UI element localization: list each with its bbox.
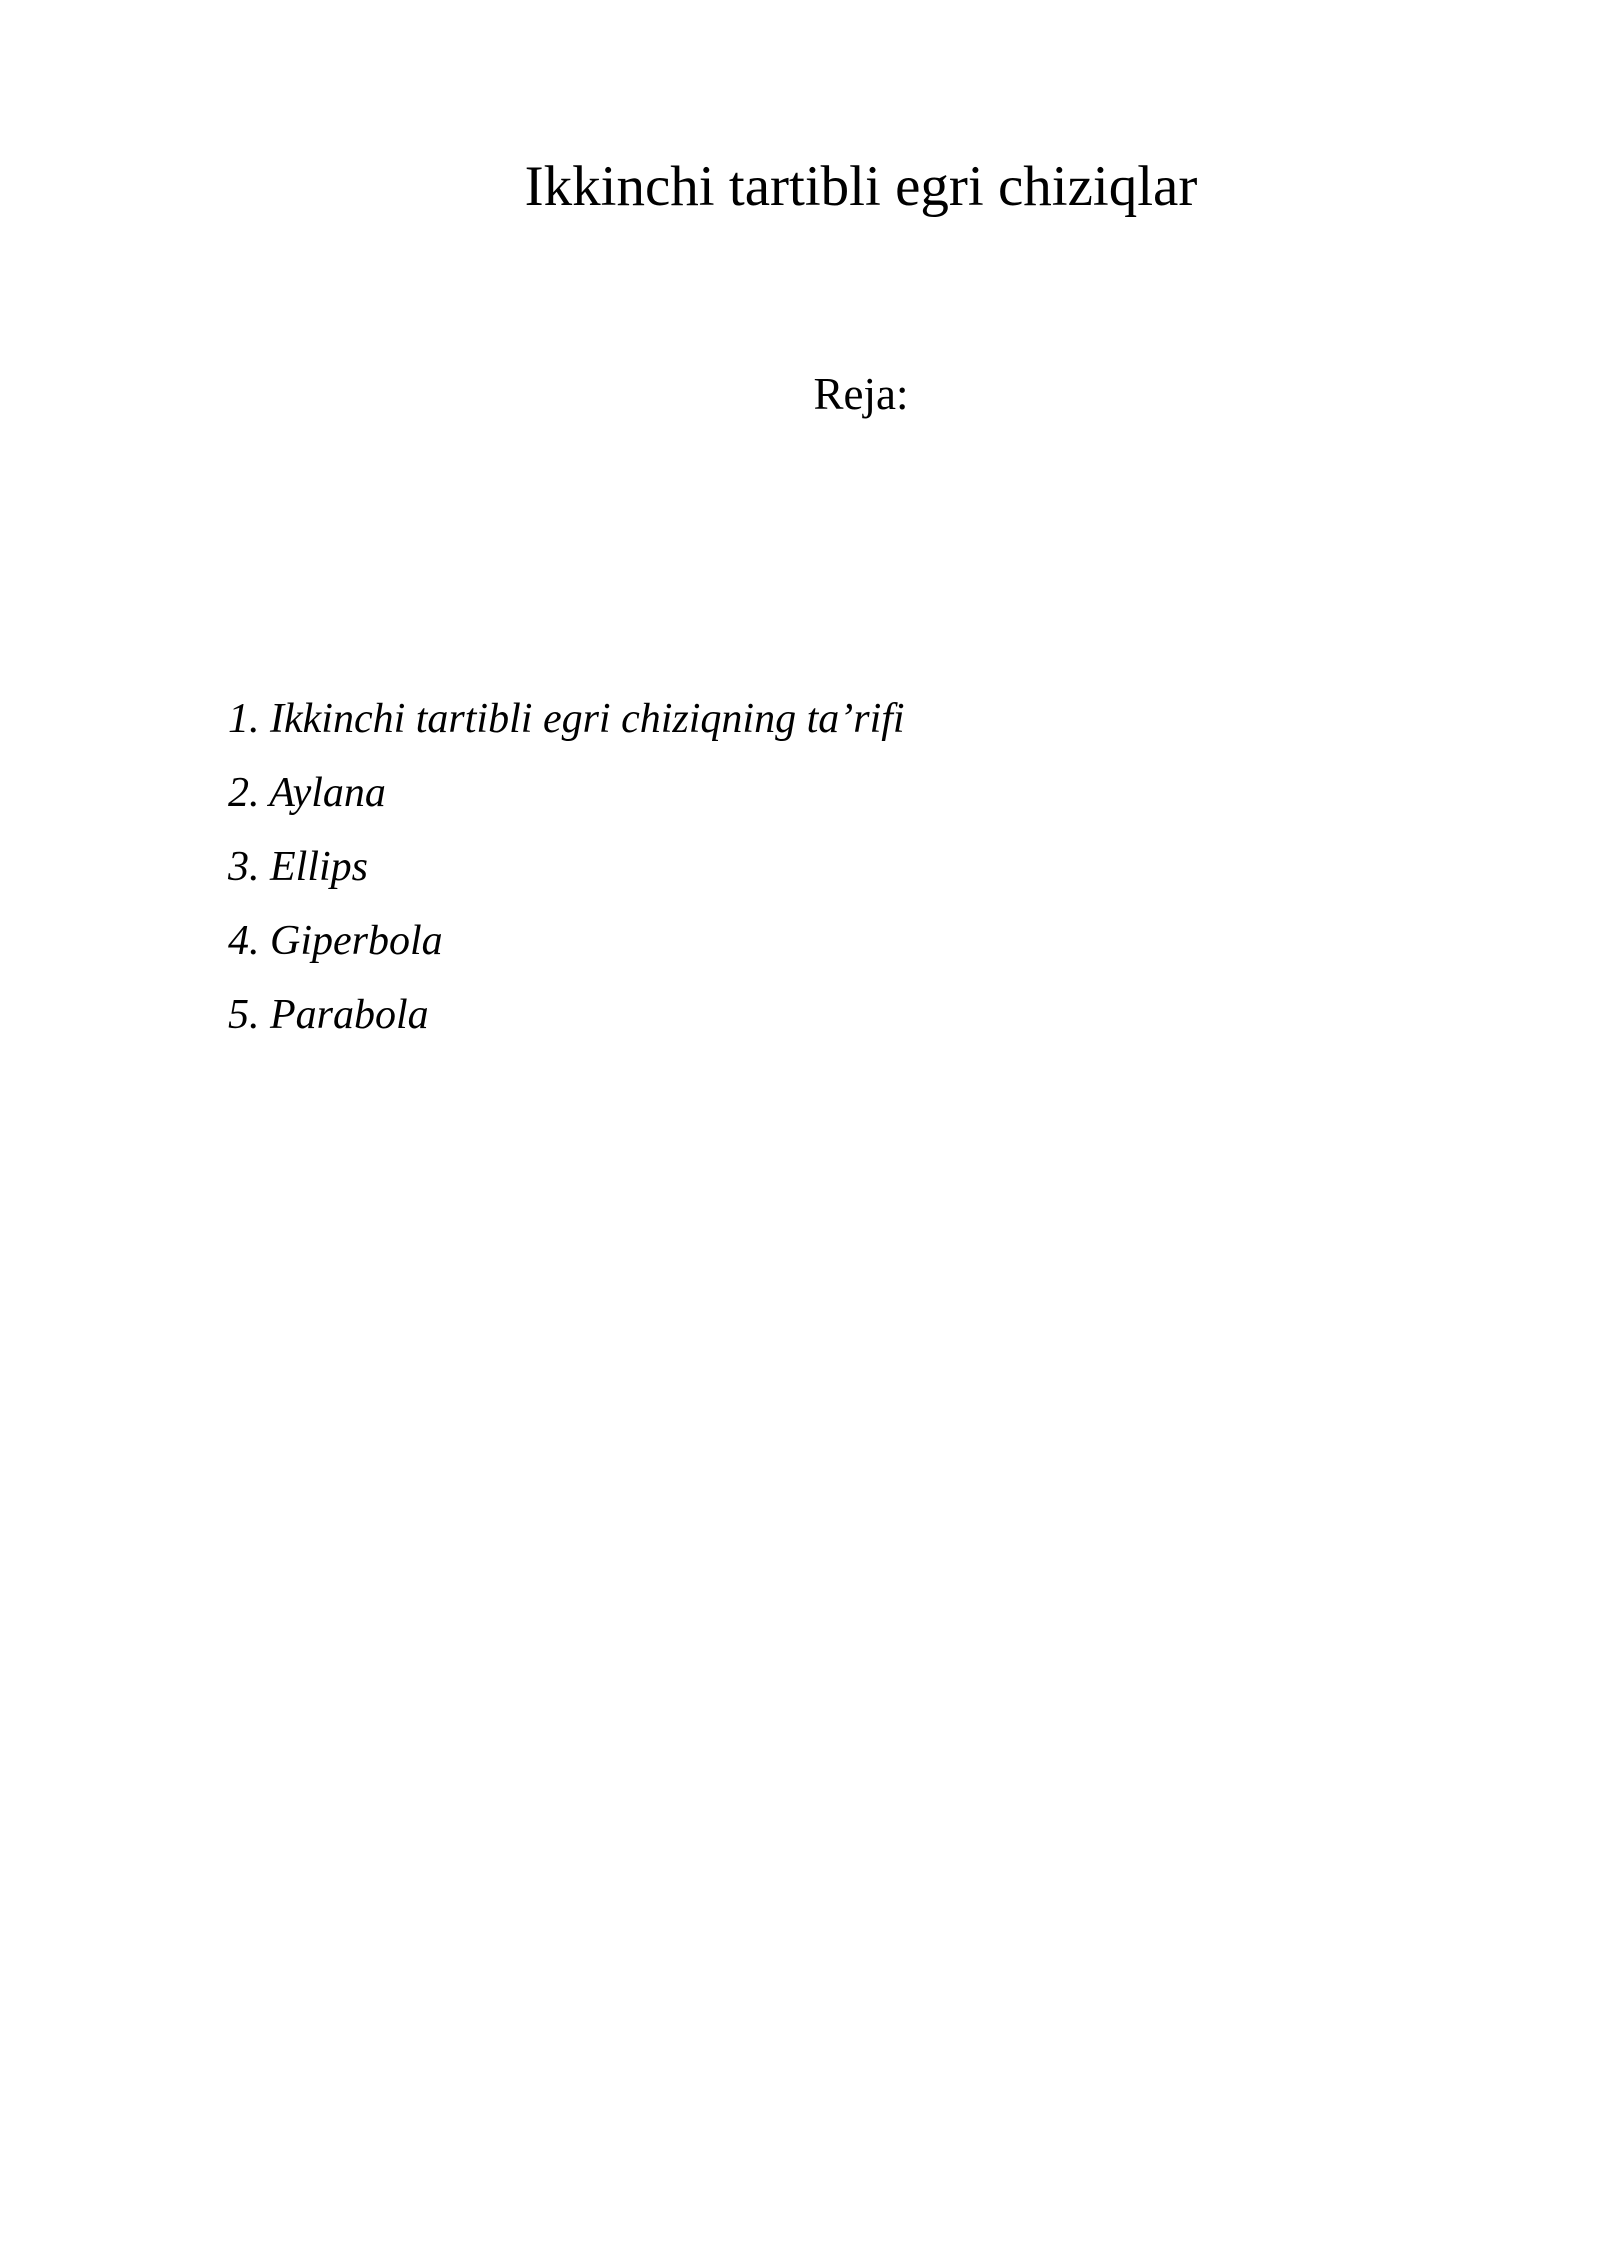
document-title: Ikkinchi tartibli egri chiziqlar [524,155,1198,218]
plan-item-circle: 2. Aylana [228,770,386,816]
plan-item-hyperbola: 4. Giperbola [228,918,443,964]
plan-heading: Reja: [813,369,909,419]
plan-list [228,694,905,1064]
plan-item-ellipse: 3. Ellips [228,844,369,890]
plan-item-definition: 1. Ikkinchi tartibli egri chiziqning ta’rifi [228,696,905,742]
plan-item-parabola: 5. Parabola [228,992,429,1038]
